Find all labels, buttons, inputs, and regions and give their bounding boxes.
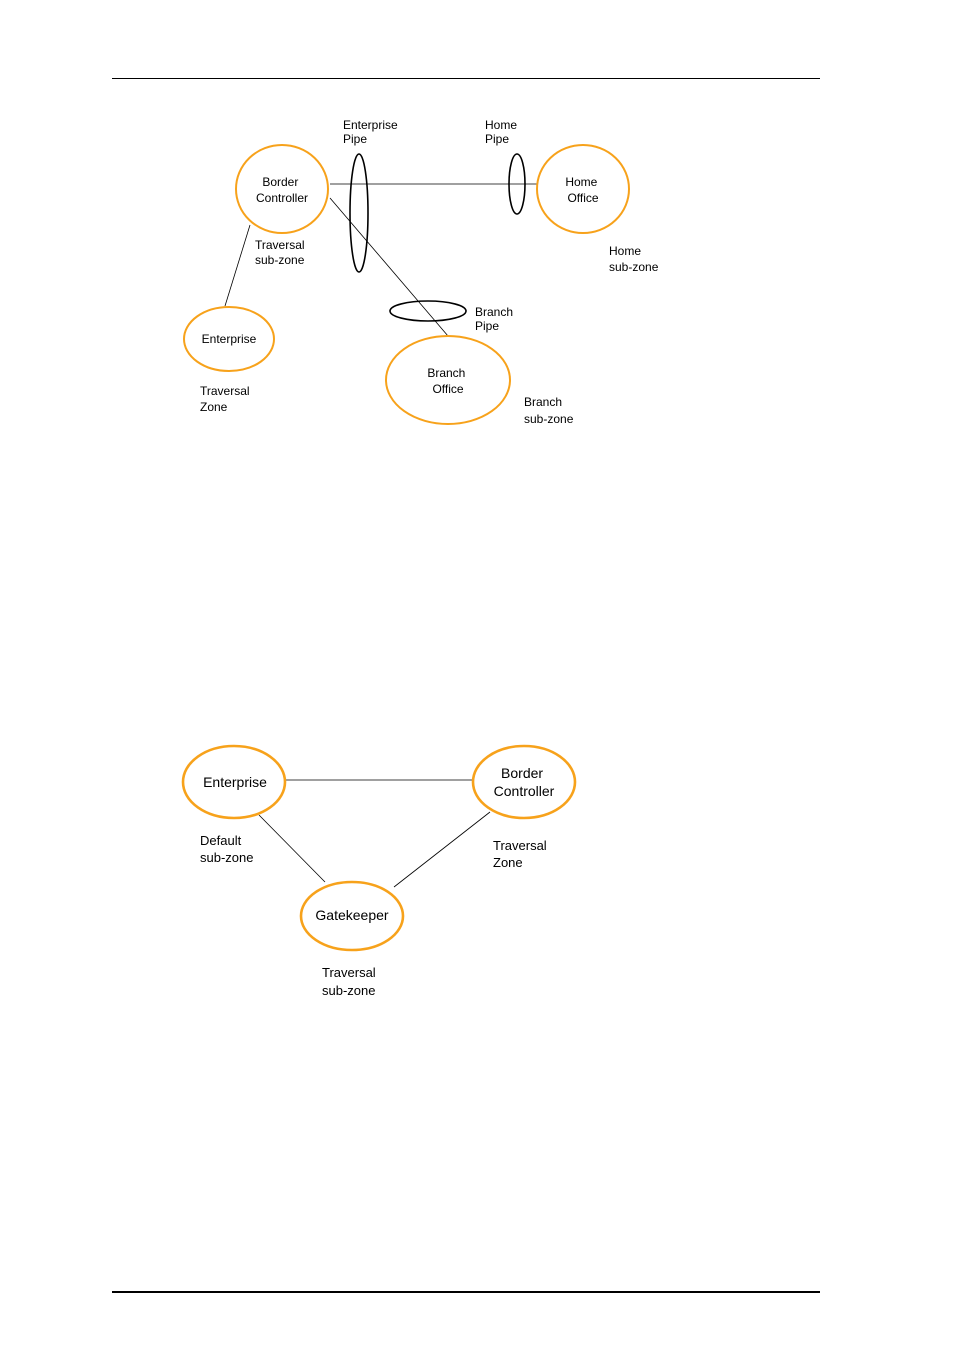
traversal-zone-2-label: Traversal Zone [493, 838, 547, 870]
enterprise-pipe [350, 154, 368, 272]
node-border-controller [236, 145, 328, 233]
footer-rule [112, 1291, 820, 1293]
diagram-zone-triangle [183, 746, 575, 998]
node-home-office [537, 145, 629, 233]
node-border-controller-2 [473, 746, 575, 818]
enterprise-label: Enterprise [201, 332, 257, 346]
link-border-controller-enterprise [225, 225, 250, 306]
branch-subzone-label: Branch sub-zone [524, 395, 574, 426]
default-subzone-label: Default sub-zone [200, 833, 254, 865]
traversal-subzone-2-label: Traversal sub-zone [322, 965, 376, 998]
border-controller-2-label: Border Controller [493, 765, 555, 799]
node-branch-office [386, 336, 510, 424]
diagram-pipes-and-subzones [184, 118, 659, 426]
home-subzone-label: Home sub-zone [609, 244, 659, 274]
branch-office-label: Branch Office [427, 366, 466, 396]
branch-pipe [390, 301, 466, 321]
home-office-label: Home Office [565, 175, 599, 205]
home-pipe-label: Home Pipe [485, 118, 518, 146]
traversal-subzone-label: Traversal sub-zone [255, 238, 305, 267]
enterprise-2-label: Enterprise [203, 774, 267, 790]
link-enterprise-gatekeeper [259, 815, 325, 882]
link-border-controller-branch-office [330, 198, 448, 336]
border-controller-label: Border Controller [255, 175, 309, 205]
gatekeeper-label: Gatekeeper [315, 907, 389, 923]
enterprise-pipe-label: Enterprise Pipe [343, 118, 398, 146]
branch-pipe-label: Branch Pipe [475, 305, 514, 333]
traversal-zone-label: Traversal Zone [200, 384, 250, 414]
link-border-controller-gatekeeper [394, 812, 490, 887]
